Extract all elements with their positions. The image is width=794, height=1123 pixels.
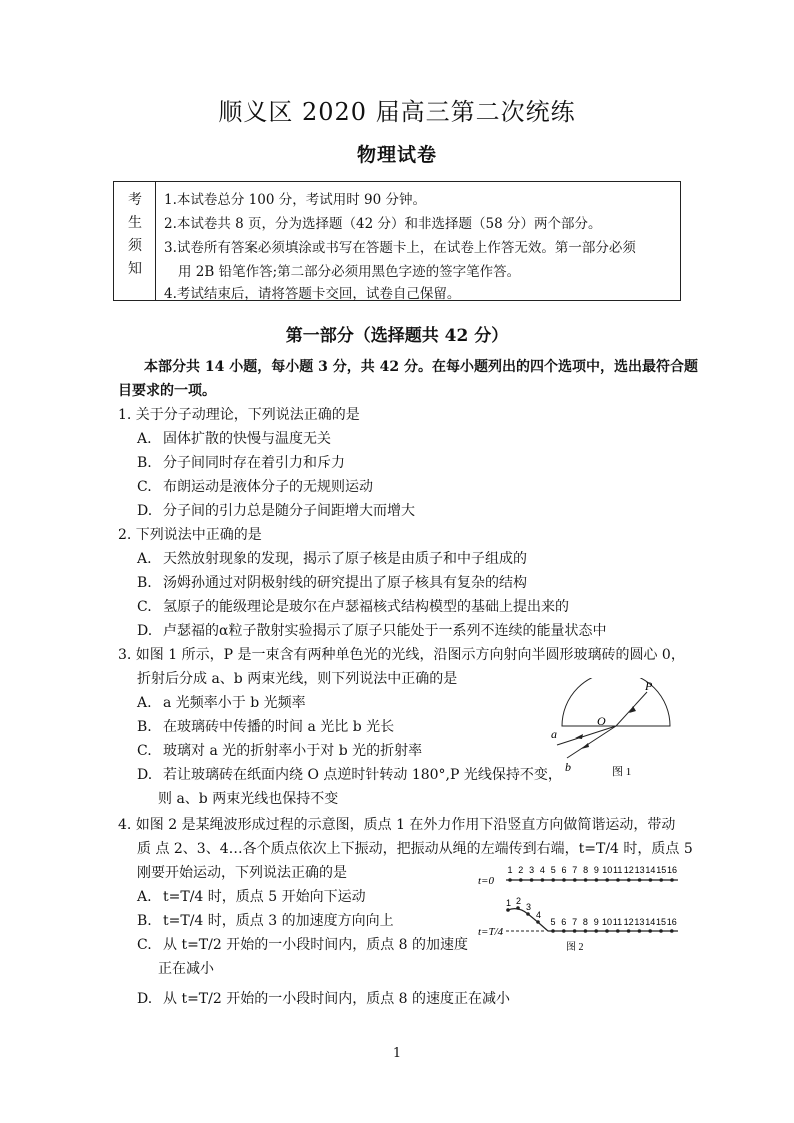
rope-particle [627,878,631,882]
notice-label-char: 知 [128,261,142,277]
question-3-option-a: A. a 光频率小于 b 光频率 [137,695,306,711]
section-intro: 本部分共 14 小题，每小题 3 分，共 42 分。在每小题列出的四个选项中，选出最符合题 [144,359,698,375]
notice-label-char: 考 [128,192,142,208]
question-1-stem: 1. 关于分子动理论，下列说法正确的是 [118,407,360,423]
rope-particle-number: 2 [516,896,522,906]
question-4-option-c: C. 从 t=T/2 开始的一小段时间内，质点 8 的加速度 [137,937,469,953]
rope-particle [659,878,663,882]
rope-particle [649,878,653,882]
figure-2-label-t0: t=0 [478,875,494,887]
question-4-stem-cont: 质 点 2、3、4…各个质点依次上下振动，把振动从绳的左端传到右端，t=T/4 时，质点 5 [137,841,693,857]
rope-particle-number: 15 [656,865,667,875]
rope-particle-number: 16 [666,917,677,927]
question-1-option-c: C. 布朗运动是液体分子的无规则运动 [137,479,373,495]
rope-particle-number: 12 [623,917,634,927]
rope-particle-number: 9 [593,865,599,875]
rope-particle [605,929,609,933]
rope-particle [551,929,555,933]
question-4-stem-cont: 刚要开始运动，下列说法正确的是 [137,865,347,881]
rope-particle-number: 11 [612,917,623,927]
figure-1 [545,678,685,783]
rope-particle-number: 14 [645,865,656,875]
rope-particle [562,878,566,882]
exam-subject: 物理试卷 [356,144,437,166]
figure-1-label-p: P [645,679,653,693]
rope-particle [506,908,510,912]
rope-particle-number: 6 [561,865,567,875]
rope-particle [659,929,663,933]
question-3-option-c: C. 玻璃对 a 光的折射率小于对 b 光的折射率 [137,743,423,759]
rope-particle-number: 4 [539,865,545,875]
rope-particle [648,929,652,933]
rope-particle [670,929,674,933]
rope-particle-number: 5 [550,917,556,927]
question-4-option-d: D. 从 t=T/2 开始的一小段时间内，质点 8 的速度正在减小 [137,991,511,1007]
rope-particle-number: 8 [583,865,589,875]
notice-item: 2.本试卷共 8 页，分为选择题（42 分）和非选择题（58 分）两个部分。 [164,216,602,232]
rope-particle-number: 1 [507,865,513,875]
notice-item: 1.本试卷总分 100 分，考试用时 90 分钟。 [164,192,426,208]
section-title: 第一部分（选择题共 42 分） [285,326,509,346]
rope-particle-number: 13 [634,917,645,927]
rope-particle-number: 14 [645,917,656,927]
rope-particle [526,912,530,916]
question-2-option-c: C. 氢原子的能级理论是玻尔在卢瑟福核式结构模型的基础上提出来的 [137,599,569,615]
question-4-option-a: A. t=T/4 时，质点 5 开始向下运动 [137,889,366,905]
rope-particle-number: 11 [613,865,623,875]
section-intro: 目要求的一项。 [118,383,216,399]
rope-particle-number: 16 [667,865,678,875]
question-4-option-c-cont: 正在减小 [158,961,214,977]
question-1-option-a: A. 固体扩散的快慢与温度无关 [137,431,331,447]
rope-particle-number: 12 [623,865,634,875]
notice-item: 4.考试结束后，请将答题卡交回，试卷自己保留。 [164,286,461,302]
rope-particle-number: 13 [634,865,645,875]
question-4-stem: 4. 如图 2 是某绳波形成过程的示意图，质点 1 在外力作用下沿竖直方向做简谐运动，带动 [118,817,676,833]
notice-label [114,182,156,300]
rope-particle [541,878,545,882]
notice-label-char: 须 [128,238,142,254]
rope-particle [508,878,512,882]
question-4-option-b: B. t=T/4 时，质点 3 的加速度方向向上 [137,913,394,929]
rope-particle-number: 10 [602,865,613,875]
question-2-stem: 2. 下列说法中正确的是 [118,527,262,543]
question-1-option-b: B. 分子间同时存在着引力和斥力 [137,455,345,471]
rope-particle [638,929,642,933]
question-2-option-a: A. 天然放射现象的发现，揭示了原子核是由质子和中子组成的 [137,551,527,567]
rope-particle [616,929,620,933]
rope-particle-number: 3 [526,902,532,912]
rope-particle [573,929,577,933]
notice-item: 3.试卷所有答案必须填涂或书写在答题卡上，在试卷上作答无效。第一部分必须 [164,240,636,256]
notice-box [113,181,681,301]
rope-particle-number: 2 [518,865,524,875]
question-2-option-b: B. 汤姆孙通过对阴极射线的研究提出了原子核具有复杂的结构 [137,575,527,591]
page-number: 1 [392,1046,402,1061]
notice-item: 用 2B 铅笔作答;第二部分必须用黑色字迹的签字笔作答。 [178,264,521,280]
question-2-option-d: D. 卢瑟福的α粒子散射实验揭示了原子只能处于一系列不连续的能量状态中 [137,623,607,639]
rope-particle [584,878,588,882]
notice-label-char: 生 [128,215,142,231]
rope-particle-number: 7 [572,917,578,927]
rope-particle-number: 8 [582,917,588,927]
rope-particle-number: 6 [561,917,567,927]
figure-2 [476,862,680,954]
rope-particle-number: 7 [572,865,578,875]
rope-particle [519,878,523,882]
rope-particle [562,929,566,933]
exam-title: 顺义区 2020 届高三第二次统练 [218,98,576,126]
rope-particle-number: 3 [529,865,535,875]
rope-particle [584,929,588,933]
rope-particle [551,878,555,882]
rope-particle-number: 5 [550,865,556,875]
rope-particle-number: 1 [506,898,512,908]
rope-particle [670,878,674,882]
rope-particle [627,929,631,933]
figure-1-label-a: a [551,727,557,741]
question-3-option-d-cont: 则 a、b 两束光线也保持不变 [158,791,339,807]
rope-particle [573,878,577,882]
figure-1-label-b: b [565,760,571,774]
rope-particle-number: 9 [593,917,599,927]
rope-particle-number: 15 [656,917,667,927]
rope-particle [638,878,642,882]
rope-particle-number: 4 [536,910,542,920]
question-3-option-d: D. 若让玻璃砖在纸面内绕 O 点逆时针转动 180°,P 光线保持不变， [137,767,562,783]
figure-2-caption: 图 2 [566,942,584,953]
rope-particle [594,929,598,933]
rope-particle [595,878,599,882]
question-3-stem: 3. 如图 1 所示，P 是一束含有两种单色光的光线，沿图示方向射向半圆形玻璃砖的圆心 0， [118,647,685,663]
rope-particle [605,878,609,882]
question-1-option-d: D. 分子间的引力总是随分子间距增大而增大 [137,503,415,519]
figure-1-caption: 图 1 [612,766,632,778]
rope-particle-number: 10 [602,917,613,927]
question-3-option-b: B. 在玻璃砖中传播的时间 a 光比 b 光长 [137,719,395,735]
question-3-stem-cont: 折射后分成 a、b 两束光线，则下列说法中正确的是 [137,671,458,687]
rope-particle [536,920,540,924]
figure-1-label-o: O [597,714,606,728]
rope-particle [516,906,520,910]
rope-particle [616,878,620,882]
figure-2-label-t4: t=T/4 [478,926,504,938]
rope-particle [530,878,534,882]
